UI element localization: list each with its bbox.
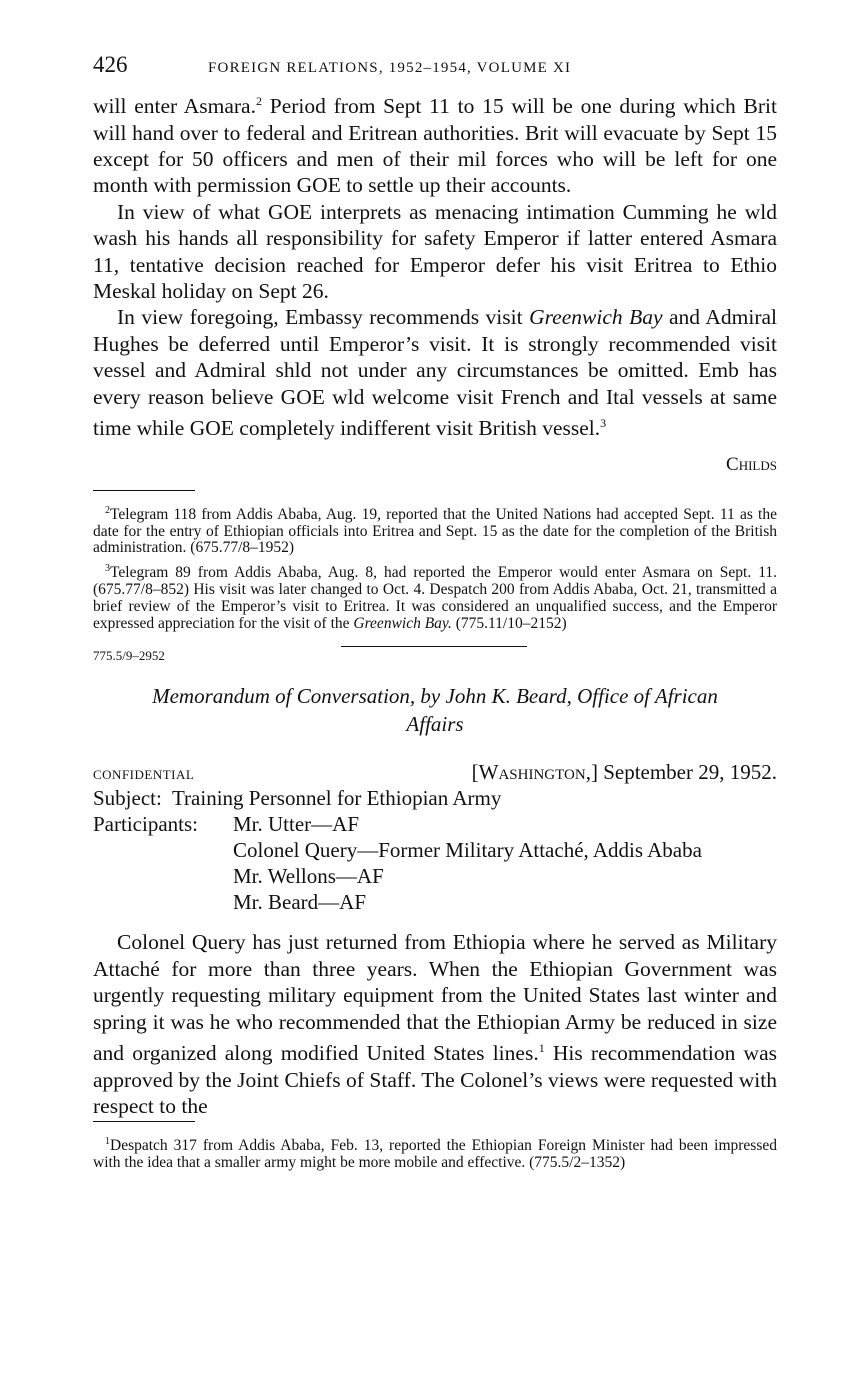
footnote-2-text: Telegram 118 from Addis Ababa, Aug. 19, reported that the United Nations had accepted Sept. 11 as the date for the entry of Ethiopian officials into Eritrea and Sept. 15 as the date for the completion of the British administration. (675.77/8–1952) xyxy=(93,505,777,557)
participant: Colonel Query—Former Military Attaché, Addis Ababa xyxy=(233,838,702,863)
paragraph-3-text-b: and Admiral Hughes be deferred until Emperor’s visit. It is strongly recommended visit vessel and Admiral shld not under any circumstances be omitted. Emb has every reason believe GOE wld welcome visit French and Ital vessels at same time while GOE completely indifferent visit British vessel. xyxy=(93,305,777,441)
footnote-3-number: 3 xyxy=(105,563,110,575)
signature: Childs xyxy=(726,453,777,475)
memo-title: Memorandum of Conversation, by John K. Beard, Office of African Affairs xyxy=(152,684,718,737)
running-title: FOREIGN RELATIONS, 1952–1954, VOLUME XI xyxy=(208,60,572,76)
memo-paragraph-text-a: Colonel Query has just returned from Ethiopia where he served as Military Attaché for more than three years. When the Ethiopian Government was urgently requesting military equipment from the United States last winter and spring it was he who recommended that the Ethiopian Army be reduced in size and organized along modified United States lines. xyxy=(93,930,777,1066)
paragraph-3-text-a: In view foregoing, Embassy recommends visit xyxy=(117,305,530,330)
paragraph-2: In view of what GOE interprets as menacing intimation Cumming he wld wash his hands all responsibility for safety Emperor if latter entered Asmara 11, tentative decision reached for Emperor defer his visit Eritrea to Ethio Meskal holiday on Sept 26. xyxy=(93,199,777,303)
signature-row xyxy=(93,454,777,476)
footnote-3-text-b: (775.11/10–2152) xyxy=(451,614,567,632)
paragraph-1-text-b: Period from Sept 11 to 15 will be one during which Brit will hand over to federal and Eritrean authorities. Brit will evacuate by Sept 15 except for 50 officers and men of their mil forces who will be left for one month with permission GOE to settle up their accounts. xyxy=(93,94,778,198)
subject-line xyxy=(93,785,777,811)
footnote-3-text-a: Telegram 89 from Addis Ababa, Aug. 8, had reported the Emperor would enter Asmara on Sept. 11. (675.77/8–852) His visit was later changed to Oct. 4. Despatch 200 from Addis Ababa, Oct. 21, transmitted a brief review of the Emperor’s visit to Eritrea. It was considered an unqualified success, and the Emperor expressed appreciation for the visit of the xyxy=(93,564,777,632)
footnote-rule xyxy=(93,1121,195,1122)
participants-list xyxy=(233,811,702,915)
subject-label: Subject: xyxy=(93,786,162,811)
document-page xyxy=(93,48,777,1176)
footnote-1 xyxy=(93,1134,777,1172)
date: September 29, 1952. xyxy=(603,760,777,785)
participants-label: Participants: xyxy=(93,812,198,837)
footnote-ref-1: 1 xyxy=(538,1041,545,1056)
footnote-ref-3: 3 xyxy=(600,416,607,431)
ship-name: Greenwich Bay xyxy=(529,305,663,330)
footnote-1-number: 1 xyxy=(105,1136,110,1148)
footnote-rule xyxy=(93,490,195,491)
document-id-row xyxy=(93,646,777,668)
memo-paragraph-text-b: His recommendation was approved by the Joint Chiefs of Staff. The Colonel’s views were requested with respect to the xyxy=(93,1041,777,1119)
participant: Mr. Wellons—AF xyxy=(233,864,384,889)
footnote-3-ship: Greenwich Bay. xyxy=(353,614,452,632)
paragraph-1 xyxy=(93,88,777,199)
footnote-2-number: 2 xyxy=(105,504,110,516)
footnote-ref-2: 2 xyxy=(255,94,262,108)
classification: CONFIDENTIAL xyxy=(93,767,195,783)
participant: Mr. Beard—AF xyxy=(233,890,366,915)
memo-body xyxy=(93,929,777,1119)
telegram-body xyxy=(93,88,777,442)
page-header xyxy=(93,48,777,88)
subject-text: Training Personnel for Ethiopian Army xyxy=(171,786,502,811)
footnote-2 xyxy=(93,503,777,558)
place: [Washington,] xyxy=(471,760,598,785)
participant: Mr. Utter—AF xyxy=(233,812,359,837)
dateline xyxy=(472,760,777,785)
page-number: 426 xyxy=(93,52,128,77)
paragraph-1-text-a: will enter Asmara. xyxy=(93,94,256,119)
section-divider xyxy=(341,646,527,647)
footnote-1-text: Despatch 317 from Addis Ababa, Feb. 13, reported the Ethiopian Foreign Minister had been impressed with the idea that a smaller army might be more mobile and effective. (775.5/2–1352) xyxy=(93,1137,777,1172)
classification-dateline xyxy=(93,760,777,785)
memo-paragraph-1 xyxy=(93,929,777,1119)
participants-block xyxy=(93,811,777,915)
paragraph-3 xyxy=(93,304,777,441)
footnote-3 xyxy=(93,561,777,632)
document-id: 775.5/9–2952 xyxy=(93,648,165,664)
